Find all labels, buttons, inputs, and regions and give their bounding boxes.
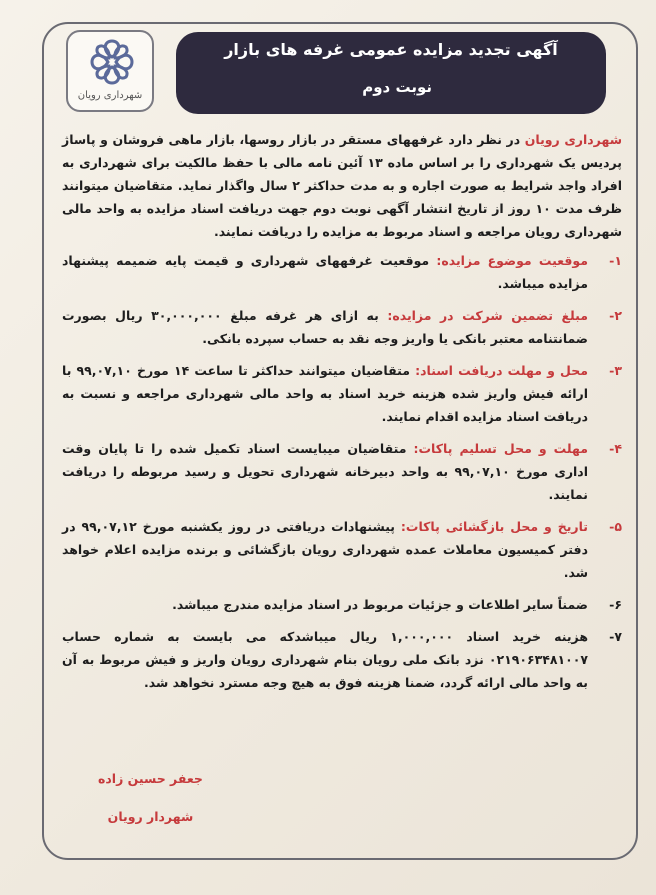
notice-title: آگهی تجدید مزایده عمومی غرفه های بازار (224, 40, 558, 59)
notice-body (62, 128, 622, 703)
item-label: موقعیت موضوع مزایده: (436, 253, 588, 268)
logo-text: شهرداری رویان (77, 90, 143, 101)
notice-subtitle: نوبت دوم (362, 78, 432, 96)
intro-lead: شهرداری رویان (524, 132, 623, 147)
item-number: ۵- (609, 519, 622, 534)
notice-item-2 (62, 304, 622, 350)
item-text: متقاضیان میتوانند حداکثر تا ساعت ۱۴ مورخ ۹۹,۰۷,۱۰ با ارائه فیش واریز شده هزینه خرید اسناد به واحد مالی شهرداری مراجعه و نسبت به دریافت اسناد مزایده اقدام نمایند. (62, 363, 588, 424)
title-banner (176, 32, 606, 114)
signature-block (98, 764, 203, 832)
notice-item-7 (62, 625, 622, 694)
intro-paragraph (62, 128, 622, 243)
municipality-logo (66, 30, 154, 112)
notice-item-4 (62, 437, 622, 506)
item-number: ۶- (609, 597, 622, 612)
item-number: ۴- (609, 441, 622, 456)
item-label: تاریخ و محل بازگشائی پاکات: (400, 519, 588, 534)
item-text: هزینه خرید اسناد ۱,۰۰۰,۰۰۰ ریال میباشدکه می بایست به شماره حساب ۰۲۱۹۰۶۳۴۸۱۰۰۷ نزد بانک ملی رویان بنام شهرداری رویان واریز و فیش مربوط به آن به واحد مالی ارائه گردد، ضمنا هزینه فوق به هیچ وجه مسترد نخواهد شد. (62, 629, 588, 690)
notice-item-5 (62, 515, 622, 584)
item-label: مبلغ تضمین شرکت در مزایده: (387, 308, 588, 323)
notice-item-6 (62, 593, 622, 616)
item-number: ۱- (609, 253, 622, 268)
item-label: مهلت و محل تسلیم پاکات: (413, 441, 588, 456)
item-text: پیشنهادات دریافتی در روز یکشنبه مورخ ۹۹,۰۷,۱۲ در دفتر کمیسیون معاملات عمده شهرداری رویان بازگشائی و برنده مزایده اعلام خواهد شد. (62, 519, 588, 580)
item-text: موقعیت غرفههای شهرداری و قیمت پایه ضمیمه پیشنهاد مزایده میباشد. (62, 253, 588, 291)
item-number: ۷- (609, 629, 622, 644)
notice-item-1 (62, 249, 622, 295)
item-number: ۳- (609, 363, 622, 378)
signer-role: شهردار رویان (107, 809, 194, 824)
intro-text: در نظر دارد غرفههای مستقر در بازار روسها، بازار ماهی فروشان و پاساژ پردیس یک شهرداری را بر اساس ماده ۱۳ آئین نامه مالی با حفظ مالکیت برای شهرداری به افراد واجد شرایط به صورت اجاره و به مدت حداکثر ۲ سال واگذار نماید. متقاضیان میتوانند ظرف مدت ۱۰ روز از تاریخ انتشار آگهی نوبت دوم جهت دریافت اسناد مزایده به واحد مالی شهرداری رویان مراجعه و اسناد مربوط به مزایده را دریافت نمایند. (62, 132, 622, 239)
flower-emblem-icon (90, 37, 134, 87)
item-label: محل و مهلت دریافت اسناد: (415, 363, 588, 378)
item-text: به ازای هر غرفه مبلغ ۳۰,۰۰۰,۰۰۰ ریال بصورت ضمانتنامه معتبر بانکی یا واریز وجه نقد به حساب سپرده بانکی. (62, 308, 588, 346)
item-text: ضمناً سایر اطلاعات و جزئیات مربوط در اسناد مزایده مندرج میباشد. (172, 597, 588, 612)
signer-name: جعفر حسین زاده (98, 771, 203, 786)
item-text: متقاضیان میبایست اسناد تکمیل شده را تا پایان وقت اداری مورخ ۹۹,۰۷,۱۰ به واحد دبیرخانه شهرداری تحویل و رسید مربوطه را دریافت نمایند. (62, 441, 589, 502)
notice-item-3 (62, 359, 622, 428)
item-number: ۲- (609, 308, 622, 323)
